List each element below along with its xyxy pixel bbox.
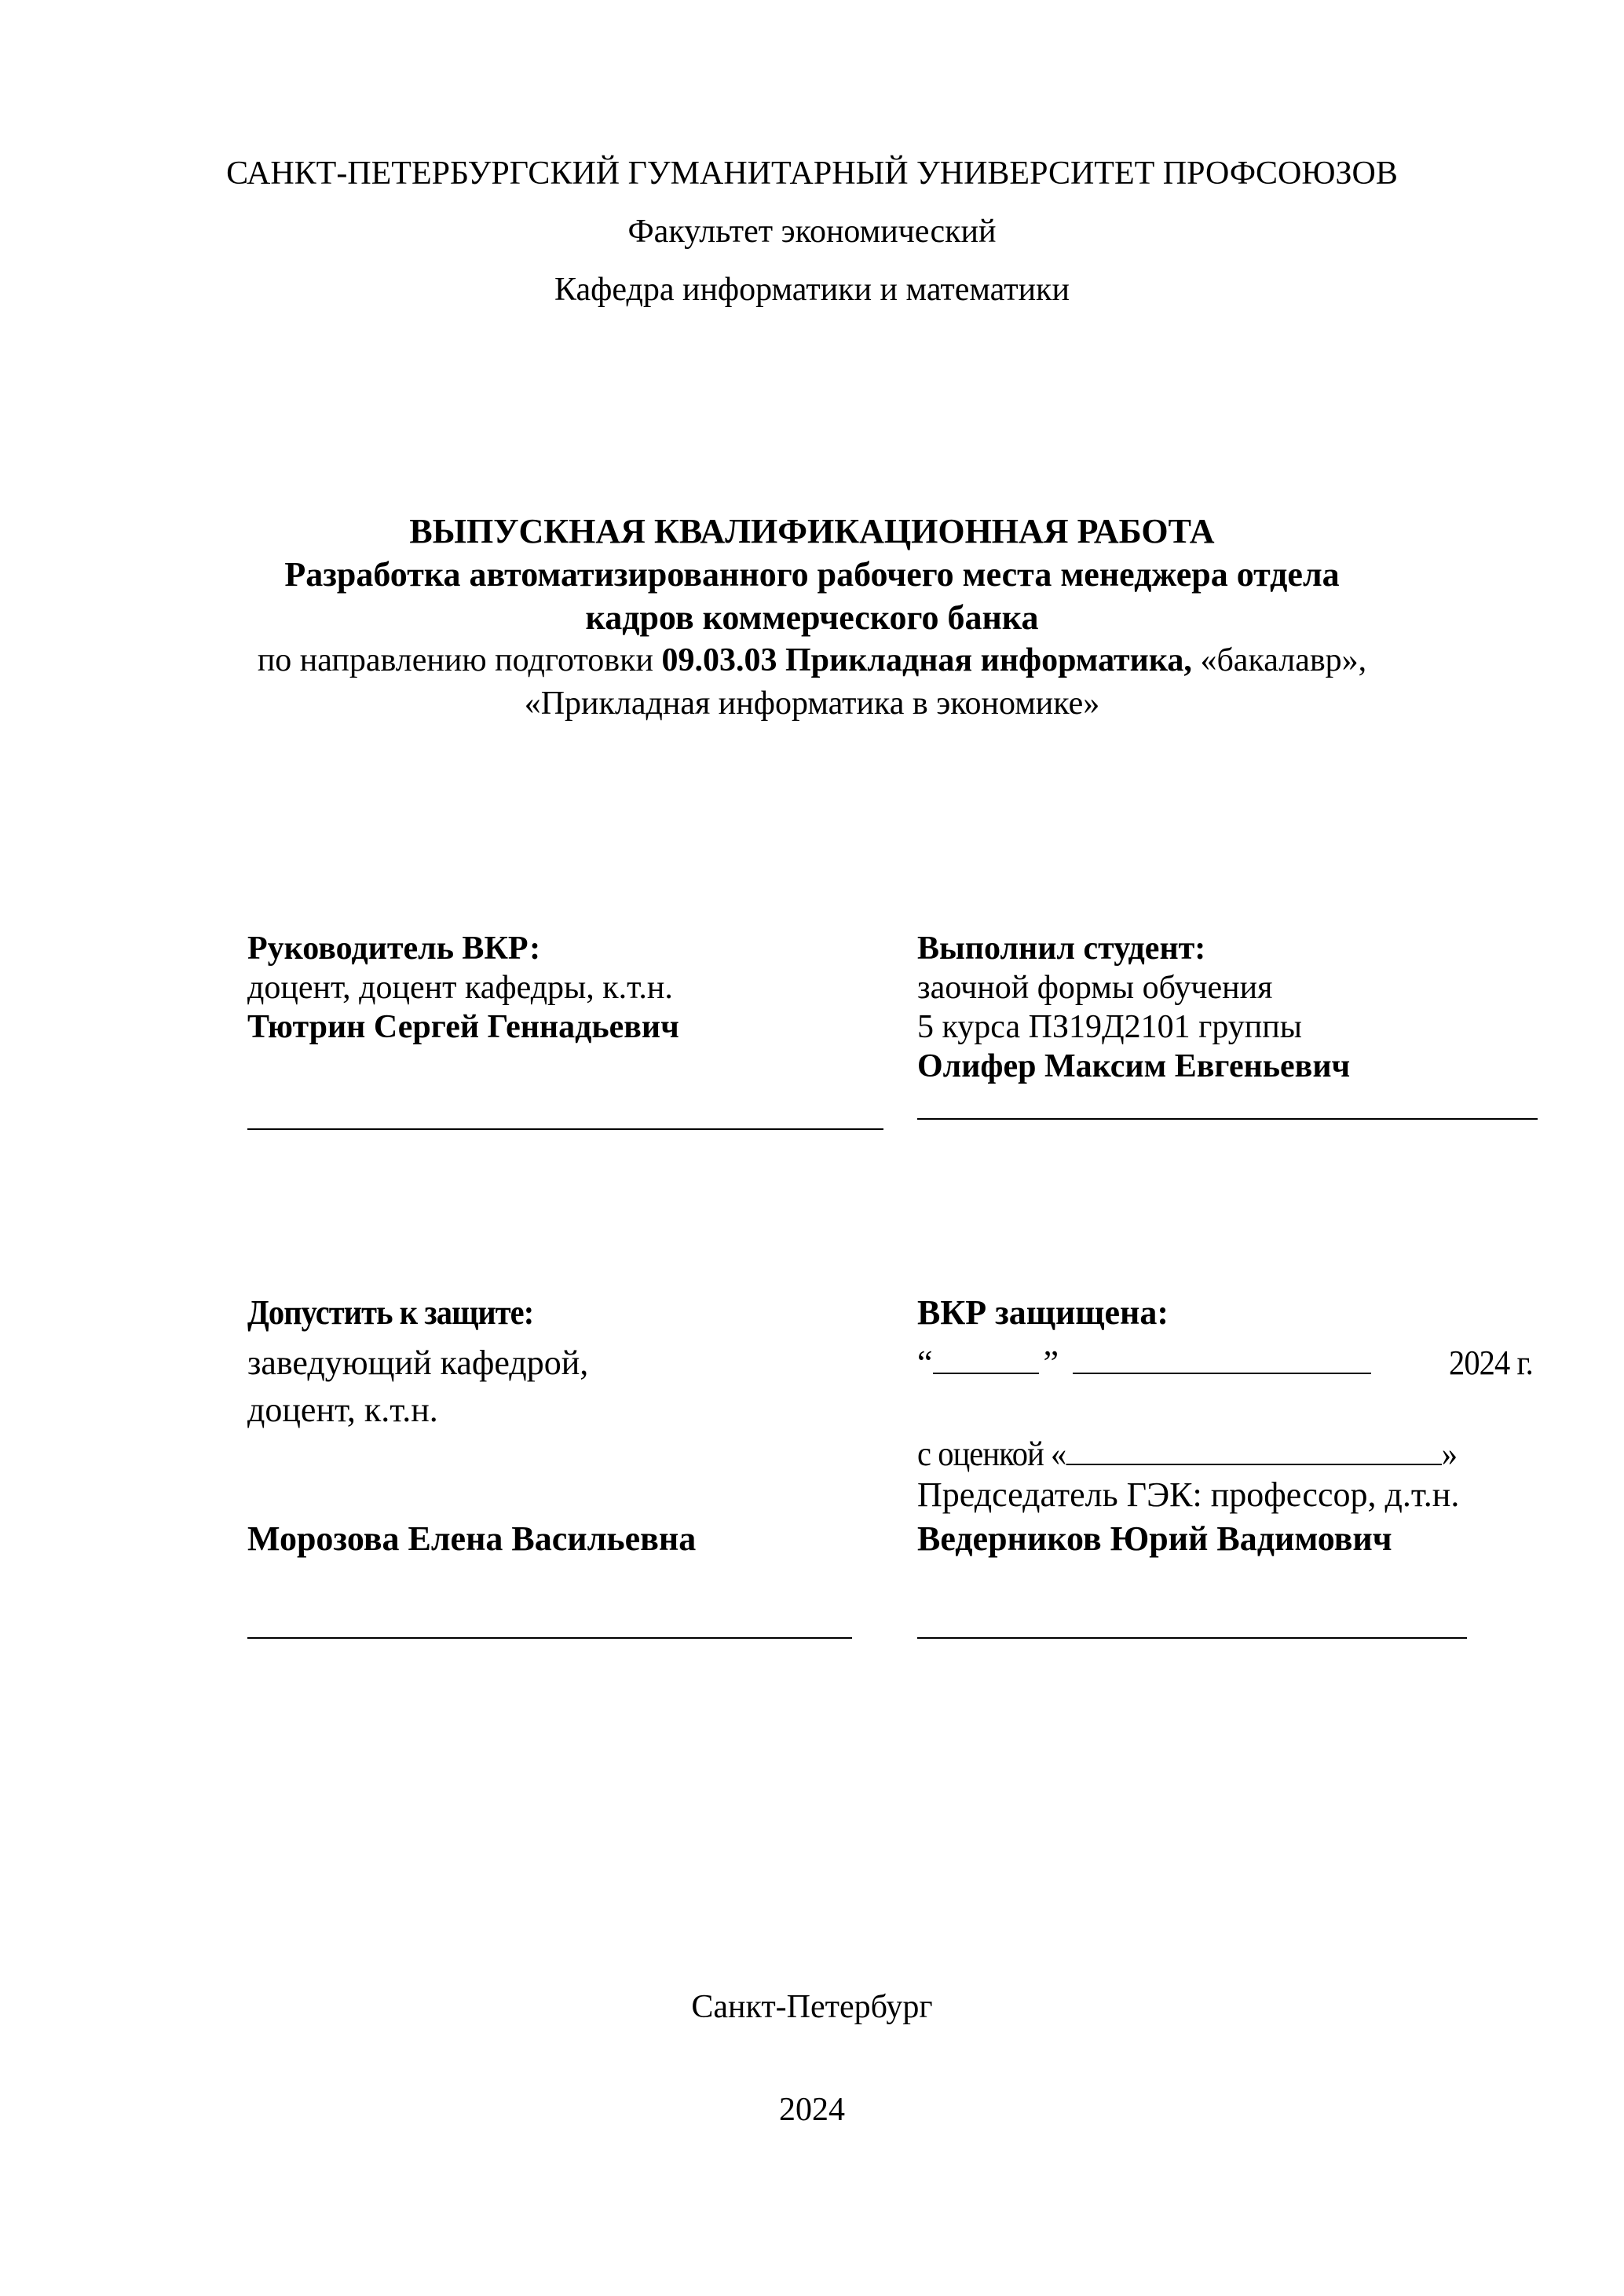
admission-signature-line — [247, 1637, 852, 1639]
faculty-name: Факультет экономический — [627, 214, 997, 250]
supervisor-signature-line — [247, 1128, 883, 1130]
student-heading: Выполнил студент: — [917, 930, 1206, 967]
direction-code: 09.03.03 Прикладная информатика, — [661, 642, 1192, 678]
footer-city: Санкт-Петербург — [691, 1989, 933, 2025]
date-close-quote: ” — [1043, 1344, 1059, 1382]
month-blank — [1073, 1346, 1371, 1374]
work-title-line2: кадров коммерческого банка — [585, 598, 1039, 637]
direction-prefix: по направлению подготовки — [257, 642, 662, 678]
university-name: САНКТ-ПЕТЕРБУРГСКИЙ ГУМАНИТАРНЫЙ УНИВЕРСИТЕТ ПРОФСОЮЗОВ — [226, 155, 1398, 192]
student-name: Олифер Максим Евгеньевич — [917, 1048, 1351, 1084]
student-group: 5 курса ПЗ19Д2101 группы — [917, 1009, 1302, 1045]
grade-prefix: с оценкой « — [917, 1435, 1066, 1473]
work-type: ВЫПУСКНАЯ КВАЛИФИКАЦИОННАЯ РАБОТА — [409, 512, 1215, 550]
department-name: Кафедра информатики и математики — [554, 272, 1070, 308]
grade-blank — [1066, 1437, 1441, 1465]
admission-heading: Допустить к защите: — [247, 1293, 534, 1332]
profile-line: «Прикладная информатика в экономике» — [524, 686, 1100, 722]
direction-suffix: «бакалавр», — [1191, 642, 1367, 678]
student-signature-line — [917, 1118, 1538, 1120]
admission-position-line2: доцент, к.т.н. — [247, 1391, 438, 1429]
footer-year: 2024 — [779, 2092, 845, 2128]
chair-name: Ведерников Юрий Вадимович — [917, 1519, 1392, 1558]
defense-heading: ВКР защищена: — [917, 1293, 1169, 1332]
defense-year: 2024 г. — [1449, 1344, 1533, 1382]
supervisor-position: доцент, доцент кафедры, к.т.н. — [247, 970, 673, 1006]
defense-date-line — [917, 1346, 1371, 1380]
chair-title: Председатель ГЭК: профессор, д.т.н. — [917, 1475, 1460, 1514]
date-open-quote: “ — [917, 1344, 933, 1382]
student-form: заочной формы обучения — [917, 970, 1273, 1006]
supervisor-heading: Руководитель ВКР: — [247, 930, 541, 967]
admission-name: Морозова Елена Васильевна — [247, 1519, 697, 1558]
direction-line — [0, 644, 1624, 677]
day-blank — [933, 1346, 1039, 1374]
work-title-line1: Разработка автоматизированного рабочего места менеджера отдела — [284, 555, 1340, 594]
chair-signature-line — [917, 1637, 1467, 1639]
admission-position-line1: заведующий кафедрой, — [247, 1344, 589, 1382]
grade-line — [917, 1437, 1457, 1472]
grade-suffix: » — [1441, 1435, 1458, 1473]
supervisor-name: Тютрин Сергей Геннадьевич — [247, 1009, 679, 1045]
